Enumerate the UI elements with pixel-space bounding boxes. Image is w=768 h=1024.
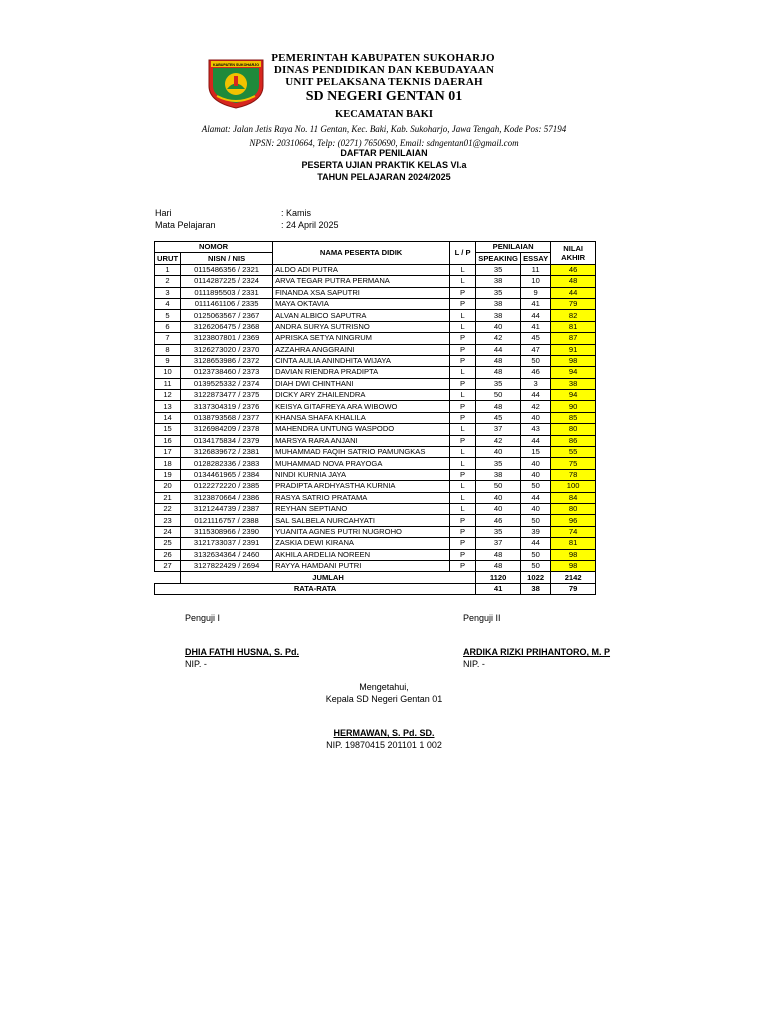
cell-nama: ARVA TEGAR PUTRA PERMANA (273, 276, 450, 287)
cell-nisn: 3121733037 / 2391 (181, 538, 273, 549)
cell-essay: 40 (521, 469, 551, 480)
cell-nilai-akhir: 98 (551, 355, 596, 366)
cell-speaking: 48 (476, 549, 521, 560)
cell-speaking: 48 (476, 355, 521, 366)
cell-nama: AKHILA ARDELIA NOREEN (273, 549, 450, 560)
cell-nilai-akhir: 86 (551, 435, 596, 446)
cell-lp: P (450, 526, 476, 537)
cell-nilai-akhir: 87 (551, 333, 596, 344)
cell-essay: 47 (521, 344, 551, 355)
cell-essay: 50 (521, 481, 551, 492)
cell-nilai-akhir: 84 (551, 492, 596, 503)
cell-nisn: 0125063567 / 2367 (181, 310, 273, 321)
cell-essay: 50 (521, 560, 551, 571)
cell-nisn: 0138793568 / 2377 (181, 412, 273, 423)
rata-label: RATA-RATA (155, 583, 476, 594)
penguji1-name: DHIA FATHI HUSNA, S. Pd. (185, 647, 300, 657)
cell-lp: P (450, 515, 476, 526)
cell-essay: 44 (521, 435, 551, 446)
cell-nama: CINTA AULIA ANINDHITA WIJAYA (273, 355, 450, 366)
cell-speaking: 35 (476, 264, 521, 275)
cell-speaking: 35 (476, 378, 521, 389)
cell-nilai-akhir: 96 (551, 515, 596, 526)
cell-essay: 50 (521, 515, 551, 526)
cell-nisn: 0139525332 / 2374 (181, 378, 273, 389)
cell-speaking: 50 (476, 390, 521, 401)
cell-nilai-akhir: 91 (551, 344, 596, 355)
cell-nama: ALDO ADI PUTRA (273, 264, 450, 275)
cell-essay: 50 (521, 355, 551, 366)
cell-urut: 10 (155, 367, 181, 378)
cell-speaking: 48 (476, 367, 521, 378)
cell-nisn: 0134461965 / 2384 (181, 469, 273, 480)
cell-nilai-akhir: 98 (551, 549, 596, 560)
cell-lp: P (450, 549, 476, 560)
cell-urut: 16 (155, 435, 181, 446)
cell-nilai-akhir: 98 (551, 560, 596, 571)
cell-nama: YUANITA AGNES PUTRI NUGROHO (273, 526, 450, 537)
cell-essay: 11 (521, 264, 551, 275)
mengetahui-label: Mengetahui, (359, 682, 409, 692)
meta-hari (155, 207, 311, 219)
cell-nisn: 3115308966 / 2390 (181, 526, 273, 537)
table-row (155, 276, 596, 287)
cell-lp: L (450, 503, 476, 514)
cell-nisn: 3123870664 / 2386 (181, 492, 273, 503)
cell-lp: L (450, 481, 476, 492)
hari-value: : Kamis (281, 208, 312, 218)
cell-speaking: 37 (476, 538, 521, 549)
header-nisn: NISN / NIS (181, 253, 273, 264)
jumlah-nilai: 2142 (551, 572, 596, 583)
district-line: KECAMATAN BAKI (335, 109, 433, 120)
penguji1-label: Penguji I (185, 613, 221, 623)
address-line: Alamat: Jalan Jetis Raya No. 11 Gentan, Kec. Baki, Kab. Sukoharjo, Jawa Tengah, Kode Pos: 57194 (201, 124, 567, 134)
cell-lp: L (450, 276, 476, 287)
cell-essay: 3 (521, 378, 551, 389)
cell-nilai-akhir: 74 (551, 526, 596, 537)
cell-urut: 20 (155, 481, 181, 492)
cell-nilai-akhir: 46 (551, 264, 596, 275)
header-lp: L / P (450, 242, 476, 265)
cell-speaking: 44 (476, 344, 521, 355)
cell-urut: 2 (155, 276, 181, 287)
cell-nisn: 0114287225 / 2324 (181, 276, 273, 287)
cell-speaking: 46 (476, 515, 521, 526)
cell-urut: 13 (155, 401, 181, 412)
cell-nilai-akhir: 38 (551, 378, 596, 389)
cell-essay: 10 (521, 276, 551, 287)
cell-nisn: 3127822429 / 2694 (181, 560, 273, 571)
cell-essay: 44 (521, 310, 551, 321)
cell-nama: RAYYA HAMDANI PUTRI (273, 560, 450, 571)
table-row (155, 355, 596, 366)
cell-essay: 44 (521, 492, 551, 503)
table-row (155, 492, 596, 503)
school-name: SD NEGERI GENTAN 01 (305, 89, 463, 104)
cell-nilai-akhir: 80 (551, 424, 596, 435)
cell-speaking: 38 (476, 469, 521, 480)
cell-nisn: 3128653986 / 2372 (181, 355, 273, 366)
table-row (155, 401, 596, 412)
cell-urut: 22 (155, 503, 181, 514)
cell-speaking: 40 (476, 492, 521, 503)
logo-caption: KABUPATEN SUKOHARJO (213, 63, 259, 67)
letterhead (0, 52, 768, 149)
table-row (155, 447, 596, 458)
cell-nilai-akhir: 55 (551, 447, 596, 458)
cell-nama: MAYA OKTAVIA (273, 298, 450, 309)
cell-urut: 15 (155, 424, 181, 435)
cell-nama: MUHAMMAD FAQIH SATRIO PAMUNGKAS (273, 447, 450, 458)
table-row (155, 390, 596, 401)
cell-lp: P (450, 412, 476, 423)
cell-nama: ANDRA SURYA SUTRISNO (273, 321, 450, 332)
cell-speaking: 40 (476, 447, 521, 458)
cell-nilai-akhir: 81 (551, 538, 596, 549)
table-row (155, 264, 596, 275)
cell-nama: FINANDA XSA SAPUTRI (273, 287, 450, 298)
table-body (155, 264, 596, 572)
cell-essay: 46 (521, 367, 551, 378)
contact-line: NPSN: 20310664, Telp: (0271) 7650690, Email: sdngentan01@gmail.com (249, 138, 519, 148)
cell-nama: RASYA SATRIO PRATAMA (273, 492, 450, 503)
cell-nama: ALVAN ALBICO SAPUTRA (273, 310, 450, 321)
cell-nama: KHANSA SHAFA KHALILA (273, 412, 450, 423)
cell-nisn: 0123738460 / 2373 (181, 367, 273, 378)
unit-line: UNIT PELAKSANA TEKNIS DAERAH (285, 76, 483, 88)
cell-nisn: 0128282336 / 2383 (181, 458, 273, 469)
kepala-label: Kepala SD Negeri Gentan 01 (325, 694, 443, 704)
mapel-value: : 24 April 2025 (281, 220, 339, 230)
rata-essay: 38 (521, 583, 551, 594)
penguji2-nip: NIP. - (463, 659, 485, 669)
cell-nilai-akhir: 78 (551, 469, 596, 480)
cell-lp: P (450, 378, 476, 389)
cell-lp: L (450, 367, 476, 378)
table-row (155, 503, 596, 514)
cell-speaking: 40 (476, 503, 521, 514)
cell-nilai-akhir: 80 (551, 503, 596, 514)
cell-nisn: 0134175834 / 2379 (181, 435, 273, 446)
kepala-nip: NIP. 19870415 201101 1 002 (326, 740, 442, 750)
cell-urut: 7 (155, 333, 181, 344)
cell-nisn: 0115486356 / 2321 (181, 264, 273, 275)
cell-lp: P (450, 401, 476, 412)
table-row (155, 481, 596, 492)
rata-row (155, 583, 596, 594)
cell-essay: 15 (521, 447, 551, 458)
cell-nisn: 3132634364 / 2460 (181, 549, 273, 560)
table-row (155, 526, 596, 537)
penguji2-label: Penguji II (463, 613, 501, 623)
table-row (155, 378, 596, 389)
cell-speaking: 50 (476, 481, 521, 492)
table-row (155, 321, 596, 332)
cell-lp: L (450, 390, 476, 401)
cell-urut: 3 (155, 287, 181, 298)
jumlah-row (155, 572, 596, 583)
cell-urut: 14 (155, 412, 181, 423)
cell-nilai-akhir: 94 (551, 390, 596, 401)
cell-lp: P (450, 355, 476, 366)
cell-urut: 19 (155, 469, 181, 480)
cell-lp: P (450, 469, 476, 480)
cell-nilai-akhir: 90 (551, 401, 596, 412)
cell-urut: 23 (155, 515, 181, 526)
cell-lp: P (450, 298, 476, 309)
table-row (155, 367, 596, 378)
cell-essay: 43 (521, 424, 551, 435)
table-row (155, 515, 596, 526)
cell-essay: 40 (521, 503, 551, 514)
cell-nisn: 0111895503 / 2331 (181, 287, 273, 298)
cell-speaking: 48 (476, 401, 521, 412)
gov-line: PEMERINTAH KABUPATEN SUKOHARJO (271, 52, 495, 64)
cell-urut: 18 (155, 458, 181, 469)
table-row (155, 549, 596, 560)
cell-speaking: 35 (476, 526, 521, 537)
cell-urut: 25 (155, 538, 181, 549)
cell-speaking: 38 (476, 298, 521, 309)
cell-essay: 40 (521, 412, 551, 423)
cell-nilai-akhir: 79 (551, 298, 596, 309)
cell-nisn: 3121244739 / 2387 (181, 503, 273, 514)
cell-speaking: 48 (476, 560, 521, 571)
cell-essay: 45 (521, 333, 551, 344)
cell-nilai-akhir: 85 (551, 412, 596, 423)
cell-nama: DICKY ARY ZHAILENDRA (273, 390, 450, 401)
cell-speaking: 35 (476, 287, 521, 298)
rata-speaking: 41 (476, 583, 521, 594)
cell-speaking: 37 (476, 424, 521, 435)
penguji1-nip: NIP. - (185, 659, 207, 669)
cell-urut: 6 (155, 321, 181, 332)
grades-table (154, 241, 596, 595)
header-nilai-akhir: NILAI AKHIR (551, 242, 596, 265)
cell-urut: 1 (155, 264, 181, 275)
cell-nilai-akhir: 82 (551, 310, 596, 321)
cell-nisn: 3122873477 / 2375 (181, 390, 273, 401)
rata-nilai: 79 (551, 583, 596, 594)
cell-lp: P (450, 287, 476, 298)
cell-lp: L (450, 424, 476, 435)
cell-nisn: 0111461106 / 2335 (181, 298, 273, 309)
cell-nisn: 3137304319 / 2376 (181, 401, 273, 412)
header-nama: NAMA PESERTA DIDIK (273, 242, 450, 265)
cell-nama: ZASKIA DEWI KIRANA (273, 538, 450, 549)
academic-year: TAHUN PELAJARAN 2024/2025 (317, 172, 451, 182)
cell-nama: NINDI KURNIA JAYA (273, 469, 450, 480)
table-row (155, 458, 596, 469)
cell-essay: 40 (521, 458, 551, 469)
cell-urut: 27 (155, 560, 181, 571)
cell-nilai-akhir: 48 (551, 276, 596, 287)
cell-nisn: 0121116757 / 2388 (181, 515, 273, 526)
cell-speaking: 40 (476, 321, 521, 332)
cell-nisn: 3126206475 / 2368 (181, 321, 273, 332)
cell-lp: P (450, 435, 476, 446)
table-row (155, 424, 596, 435)
cell-nama: KEISYA GITAFREYA ARA WIBOWO (273, 401, 450, 412)
cell-essay: 41 (521, 321, 551, 332)
cell-lp: P (450, 344, 476, 355)
table-row (155, 435, 596, 446)
cell-nama: MAHENDRA UNTUNG WASPODO (273, 424, 450, 435)
cell-lp: L (450, 264, 476, 275)
table-row (155, 333, 596, 344)
cell-nisn: 0122272220 / 2385 (181, 481, 273, 492)
header-nomor: NOMOR (155, 242, 273, 253)
cell-nilai-akhir: 75 (551, 458, 596, 469)
cell-nilai-akhir: 44 (551, 287, 596, 298)
jumlah-essay: 1022 (521, 572, 551, 583)
cell-nilai-akhir: 94 (551, 367, 596, 378)
hari-label: Hari (155, 208, 172, 218)
cell-lp: L (450, 310, 476, 321)
cell-lp: L (450, 492, 476, 503)
cell-essay: 9 (521, 287, 551, 298)
cell-nama: SAL SALBELA NURCAHYATI (273, 515, 450, 526)
header-urut: URUT (155, 253, 181, 264)
cell-nama: MARSYA RARA ANJANI (273, 435, 450, 446)
header-speaking: SPEAKING (476, 253, 521, 264)
cell-urut: 12 (155, 390, 181, 401)
cell-nisn: 3126984209 / 2378 (181, 424, 273, 435)
cell-urut: 11 (155, 378, 181, 389)
cell-nama: DIAH DWI CHINTHANI (273, 378, 450, 389)
cell-nilai-akhir: 100 (551, 481, 596, 492)
cell-nilai-akhir: 81 (551, 321, 596, 332)
cell-nisn: 3123807801 / 2369 (181, 333, 273, 344)
cell-urut: 5 (155, 310, 181, 321)
cell-lp: L (450, 447, 476, 458)
cell-lp: P (450, 333, 476, 344)
cell-nama: PRADIPTA ARDHYASTHA KURNIA (273, 481, 450, 492)
cell-urut: 24 (155, 526, 181, 537)
table-row (155, 560, 596, 571)
cell-lp: L (450, 458, 476, 469)
cell-speaking: 35 (476, 458, 521, 469)
table-row (155, 298, 596, 309)
cell-nisn: 3126839672 / 2381 (181, 447, 273, 458)
document-title: DAFTAR PENILAIAN (340, 148, 428, 158)
cell-urut: 4 (155, 298, 181, 309)
meta-mapel (155, 219, 339, 231)
cell-nama: AZZAHRA ANGGRAINI (273, 344, 450, 355)
document-subtitle: PESERTA UJIAN PRAKTIK KELAS VI.a (301, 160, 467, 170)
table-row (155, 344, 596, 355)
cell-nama: DAVIAN RIENDRA PRADIPTA (273, 367, 450, 378)
cell-speaking: 38 (476, 310, 521, 321)
cell-urut: 26 (155, 549, 181, 560)
table-row (155, 412, 596, 423)
jumlah-speaking: 1120 (476, 572, 521, 583)
agency-line: DINAS PENDIDIKAN DAN KEBUDAYAAN (273, 64, 495, 76)
cell-essay: 42 (521, 401, 551, 412)
cell-lp: P (450, 560, 476, 571)
cell-speaking: 38 (476, 276, 521, 287)
header-penilaian: PENILAIAN (476, 242, 551, 253)
table-row (155, 310, 596, 321)
cell-nama: APRISKA SETYA NINGRUM (273, 333, 450, 344)
cell-nama: REYHAN SEPTIANO (273, 503, 450, 514)
cell-lp: P (450, 538, 476, 549)
cell-speaking: 42 (476, 333, 521, 344)
cell-essay: 44 (521, 390, 551, 401)
cell-essay: 39 (521, 526, 551, 537)
header-essay: ESSAY (521, 253, 551, 264)
cell-essay: 50 (521, 549, 551, 560)
cell-nama: MUHAMMAD NOVA PRAYOGA (273, 458, 450, 469)
kepala-name: HERMAWAN, S. Pd. SD. (333, 728, 435, 738)
table-row (155, 287, 596, 298)
cell-essay: 41 (521, 298, 551, 309)
cell-essay: 44 (521, 538, 551, 549)
cell-urut: 9 (155, 355, 181, 366)
table-row (155, 538, 596, 549)
cell-lp: L (450, 321, 476, 332)
mapel-label: Mata Pelajaran (155, 220, 216, 230)
cell-speaking: 45 (476, 412, 521, 423)
cell-nisn: 3126273020 / 2370 (181, 344, 273, 355)
table-row (155, 469, 596, 480)
penguji2-name: ARDIKA RIZKI PRIHANTORO, M. P (463, 647, 611, 657)
cell-urut: 21 (155, 492, 181, 503)
cell-speaking: 42 (476, 435, 521, 446)
jumlah-label: JUMLAH (181, 572, 476, 583)
cell-urut: 17 (155, 447, 181, 458)
cell-urut: 8 (155, 344, 181, 355)
